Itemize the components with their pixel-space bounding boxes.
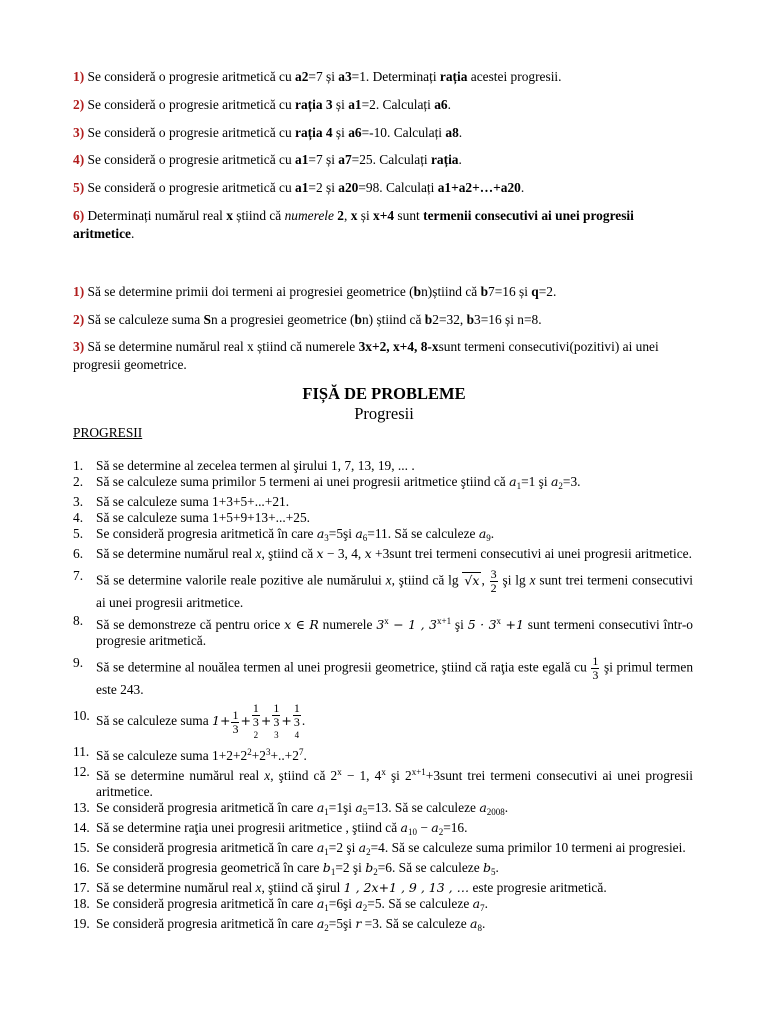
text: , ştiind că şirul (261, 880, 344, 895)
set2-item-2 (73, 311, 691, 329)
text: a6 (348, 125, 362, 140)
problem-item (73, 800, 693, 820)
problem-number: 6. (73, 546, 84, 561)
text: sunt trei termeni consecutivi ai unei progresii aritmetice. (96, 572, 694, 610)
math: a (316, 526, 325, 541)
text: Se consideră progresia geometrică în care (96, 860, 323, 875)
text: Să se determine raţia unei progresii aritmetice , ştiind că (96, 820, 401, 835)
problem-number: 18. (73, 896, 90, 911)
item-number: 2) (73, 312, 85, 327)
text: Se consideră o progresie aritmetică cu (87, 97, 295, 112)
denominator: 3 (232, 721, 239, 736)
math: a (316, 896, 325, 911)
fraction (490, 568, 498, 595)
subscript: 5 (362, 807, 368, 817)
text: =1 şi (521, 474, 551, 489)
set2-item-1 (73, 283, 691, 301)
text: a8 (445, 125, 459, 140)
subscript: 10 (407, 827, 417, 837)
problem-list (73, 458, 693, 936)
math: + (281, 713, 292, 729)
text: Să se demonstreze că pentru orice (96, 617, 285, 632)
text: . (458, 125, 463, 140)
math: 1+ (212, 713, 231, 729)
item-number: 1) (73, 284, 85, 299)
text: b (424, 312, 433, 327)
text: Să se calculeze suma (96, 713, 212, 729)
problem-item (73, 880, 693, 896)
problem-number: 2. (73, 474, 84, 489)
math: r (355, 916, 362, 931)
text: , ştiind că 2 (270, 768, 338, 783)
text: − (416, 820, 432, 835)
page-title: FIȘĂ DE PROBLEME (302, 384, 466, 403)
text: Să se calculeze suma 1+2+2 (96, 748, 248, 763)
math: a (316, 916, 325, 931)
math: x (316, 546, 324, 561)
math: 3 (376, 617, 385, 632)
math: b (483, 860, 492, 875)
problem-number: 11. (73, 744, 90, 759)
text: . (458, 152, 462, 167)
text: Să se determine numărul real (96, 768, 265, 783)
math: +1 (501, 617, 524, 632)
text: , ştiind că lg (391, 572, 463, 588)
text: numerele (318, 617, 377, 632)
text: , (481, 572, 489, 588)
sqrt-math: √x (464, 572, 480, 588)
superscript: x+1 (411, 767, 426, 777)
denominator: 3 (293, 715, 300, 729)
item-number: 5) (73, 180, 85, 195)
problem-item (73, 546, 693, 562)
numerator: 3 (490, 567, 497, 581)
text: Să se determine valorile reale pozitive ale numărului (96, 572, 386, 588)
problem-number: 8. (73, 613, 84, 628)
text: numerele (284, 208, 334, 223)
problem-number: 15. (73, 840, 90, 855)
math: + (240, 713, 251, 729)
item-number: 2) (73, 97, 85, 112)
text: şi primul termen este 243. (96, 659, 694, 697)
text: n a progresiei geometrice ( (210, 312, 355, 327)
problem-item (73, 744, 693, 764)
text: Să se calculeze suma (87, 312, 204, 327)
text: . (504, 800, 509, 815)
text: =2 şi (335, 860, 366, 875)
text: =5şi (328, 916, 356, 931)
text: . (520, 180, 525, 195)
text: a20 (338, 180, 359, 195)
superscript: x (384, 616, 389, 626)
problem-number: 14. (73, 820, 90, 835)
text: x (350, 208, 358, 223)
denominator: 3 (592, 668, 599, 682)
subscript: 9 (486, 533, 491, 543)
set1-item-1 (73, 68, 691, 86)
item-number: 1) (73, 69, 85, 84)
text: =6. Să se calculeze (377, 860, 484, 875)
math: + (260, 713, 272, 729)
text: , ştiind că (261, 546, 317, 561)
fraction (252, 702, 260, 742)
text: =11. Să se calculeze (367, 526, 479, 541)
text: a1 (348, 97, 362, 112)
text: =13. Să se calculeze (367, 800, 480, 815)
text: a1 (295, 152, 309, 167)
denominator: 3 (252, 715, 259, 729)
math: x (364, 546, 372, 561)
subscript: 1 (516, 481, 522, 491)
text: sunt (394, 208, 424, 223)
text: =-10. Calculați (361, 125, 446, 140)
math: a (355, 526, 363, 541)
text: a6 (434, 97, 448, 112)
text: știind că (232, 208, 285, 223)
item-number: 4) (73, 152, 85, 167)
text: =2. Calculați (361, 97, 435, 112)
numerator: 1 (293, 701, 300, 715)
text: b (354, 312, 362, 327)
text: şi lg (498, 572, 530, 588)
subscript: 2 (373, 867, 378, 877)
set1-item-2 (73, 96, 691, 114)
text: Se consideră progresia aritmetică în care (96, 800, 317, 815)
set1-item-3 (73, 124, 691, 142)
subscript: 1 (324, 847, 329, 857)
text: b (480, 284, 489, 299)
text: Să se determine al zecelea termen al şirului 1, 7, 13, 19, ... . (96, 458, 415, 473)
text: Se consideră progresia aritmetică în care (96, 526, 317, 541)
text: n)știind că (421, 284, 481, 299)
text: =7 și (308, 152, 339, 167)
problem-item (73, 764, 693, 800)
math: b (322, 860, 331, 875)
math: a (400, 820, 408, 835)
text: . (481, 916, 486, 931)
math: x ∈ R (284, 617, 319, 632)
text: 7=16 și (488, 284, 532, 299)
text: n) știind că (361, 312, 425, 327)
problem-number: 3. (73, 494, 84, 509)
subscript: 5 (491, 867, 496, 877)
text: rația 4 (295, 125, 333, 140)
problem-item (73, 510, 693, 526)
numerator: 1 (252, 701, 259, 715)
subscript: 2008 (486, 807, 505, 817)
text: Se consideră o progresie aritmetică cu (87, 125, 295, 140)
fraction (231, 709, 239, 736)
text: este progresie aritmetică. (469, 880, 607, 895)
math: x (529, 572, 536, 588)
page-subtitle: Progresii (354, 404, 414, 423)
set1-item-4 (73, 151, 691, 169)
text: acestei progresii. (467, 69, 562, 84)
text: +..+2 (270, 748, 299, 763)
text: =2. (538, 284, 557, 299)
problem-item (73, 474, 693, 494)
problem-number: 1. (73, 458, 84, 473)
text: =16. (443, 820, 468, 835)
denominator: 2 (490, 581, 497, 595)
text: =5. Să se calculeze (367, 896, 473, 911)
superscript: 2 (253, 730, 259, 740)
text: =3. Să se calculeze (361, 916, 470, 931)
math: a (355, 896, 363, 911)
problem-item (73, 820, 693, 840)
text: Determinați numărul real (87, 208, 227, 223)
text: q (531, 284, 539, 299)
problem-item (73, 526, 693, 546)
denominator: 3 (273, 715, 280, 729)
text: +2 (251, 748, 266, 763)
text: x+4 (373, 208, 395, 223)
text: Se consideră progresia aritmetică în care (96, 840, 317, 855)
math: 1 , 2 (343, 880, 372, 895)
text: Să se determine al nouălea termen al unei progresii geometrice, ştiind că raţia este egală cu (96, 659, 591, 675)
math: − 1 , 3 (388, 617, 437, 632)
math: 5 · 3 (467, 617, 497, 632)
math: x (385, 572, 392, 588)
text: +3sunt trei termeni consecutivi ai unei progresii aritmetice. (371, 546, 692, 561)
subscript: 6 (362, 533, 368, 543)
text: =5şi (328, 526, 356, 541)
problem-number: 10. (73, 708, 90, 723)
problem-item (73, 494, 693, 510)
text: =6şi (328, 896, 356, 911)
math: a (478, 526, 487, 541)
text: =4. Să se calculeze suma primilor 10 termeni ai progresiei. (370, 840, 686, 855)
fraction (591, 655, 599, 682)
text: . (495, 860, 499, 875)
problem-item (73, 653, 693, 700)
text: Să se determine primii doi termeni ai progresiei geometrice ( (87, 284, 414, 299)
numerator: 1 (592, 654, 599, 668)
text: sunt termeni consecutivi într-o progresie aritmetică. (96, 617, 693, 648)
text: a1 (295, 180, 309, 195)
text: =98. Calculați (358, 180, 438, 195)
problem-item (73, 896, 693, 916)
text: a2 (295, 69, 309, 84)
text: Să se determine numărul real (96, 880, 256, 895)
math: a (358, 840, 367, 855)
text: . (301, 713, 306, 729)
subscript: 1 (324, 807, 329, 817)
text: =1. Determinați (351, 69, 440, 84)
item-number: 3) (73, 339, 85, 354)
problem-item (73, 840, 693, 860)
text: termenii consecutivi ai unei progresii aritmetice (73, 208, 634, 241)
text: . (130, 226, 135, 241)
text: și (332, 97, 349, 112)
problem-number: 12. (73, 764, 90, 779)
fraction (293, 702, 301, 742)
text: . (484, 896, 488, 911)
text: Se consideră progresia aritmetică în care (96, 896, 317, 911)
text: Să se calculeze suma 1+5+9+13+...+25. (96, 510, 311, 525)
text: rația (430, 152, 459, 167)
text: =1şi (328, 800, 356, 815)
text: − 1, 4 (341, 768, 382, 783)
subscript: 8 (477, 923, 482, 933)
math: a (431, 820, 439, 835)
text: şi 2 (385, 768, 412, 783)
text: . (303, 748, 307, 763)
set1-item-6 (73, 207, 691, 243)
text: și (332, 125, 349, 140)
math: a (479, 800, 487, 815)
text: b (413, 284, 422, 299)
text: Să se determine numărul real (96, 546, 256, 561)
text: − 3, 4, (323, 546, 365, 561)
superscript: 3 (274, 730, 279, 740)
text: rația 3 (295, 97, 333, 112)
item-number: 3) (73, 125, 85, 140)
math: a (550, 474, 559, 489)
text: =2 şi (328, 840, 359, 855)
set1-item-5 (73, 179, 691, 197)
text: 2=32, (432, 312, 467, 327)
text: x (226, 208, 233, 223)
problem-item (73, 860, 693, 880)
subscript: 2 (324, 923, 329, 933)
problem-item (73, 700, 693, 744)
math: +1 , 9 , 13 , … (378, 880, 470, 895)
problem-number: 9. (73, 655, 84, 670)
subscript: 2 (438, 827, 444, 837)
set2-item-3 (73, 338, 691, 374)
text: =7 și (308, 69, 339, 84)
text: Să se determine numărul real x știind că numerele (87, 339, 359, 354)
problem-number: 19. (73, 916, 90, 931)
superscript: x (337, 767, 342, 777)
math: a (316, 800, 325, 815)
superscript: x (381, 767, 386, 777)
text: . (490, 526, 495, 541)
math: x (255, 880, 262, 895)
text: , (344, 208, 351, 223)
math: b (365, 860, 374, 875)
superscript: 7 (298, 747, 304, 757)
text: S (203, 312, 211, 327)
text: b (466, 312, 475, 327)
problem-number: 13. (73, 800, 90, 815)
text: Se consideră o progresie aritmetică cu (87, 152, 295, 167)
text: a7 (338, 152, 352, 167)
math: x (371, 880, 379, 895)
subscript: 7 (480, 903, 485, 913)
text: Se consideră o progresie aritmetică cu (87, 180, 295, 195)
text: =2 și (308, 180, 339, 195)
numerator: 1 (273, 701, 280, 715)
math: a (472, 896, 481, 911)
superscript: 4 (294, 730, 300, 740)
problem-item (73, 916, 693, 936)
text: Se consideră o progresie aritmetică cu (87, 69, 295, 84)
text: Să se calculeze suma primilor 5 termeni ai unei progresii aritmetice ştiind că (96, 474, 510, 489)
subscript: 2 (366, 847, 371, 857)
text: 2 (337, 208, 344, 223)
subscript: 1 (330, 867, 336, 877)
text: +3sunt trei termeni consecutivi ai unei progresii aritmetice. (96, 768, 693, 799)
superscript: 3 (265, 747, 271, 757)
superscript: 2 (247, 747, 252, 757)
math: a (470, 916, 478, 931)
fraction (272, 702, 280, 742)
text: 3x+2, x+4, 8-x (358, 339, 439, 354)
numerator: 1 (232, 707, 239, 722)
text: sunt termeni consecutivi(pozitivi) ai unei progresii geometrice. (73, 339, 659, 372)
text: și (357, 208, 374, 223)
math: x (264, 768, 271, 783)
superscript: x+1 (437, 616, 452, 626)
text: Să se calculeze suma 1+3+5+...+21. (96, 494, 290, 509)
problem-number: 17. (73, 880, 90, 895)
text: . (447, 97, 451, 112)
text: =25. Calculați (351, 152, 431, 167)
problem-number: 5. (73, 526, 84, 541)
subscript: 2 (362, 903, 368, 913)
item-number: 6) (73, 208, 85, 223)
section-label: PROGRESII (73, 425, 143, 440)
text: Se consideră progresia aritmetică în care (96, 916, 317, 931)
problem-item (73, 566, 693, 613)
problem-item (73, 458, 693, 474)
text: rația (439, 69, 468, 84)
math: a (509, 474, 517, 489)
text: şi (451, 617, 468, 632)
math: x (255, 546, 262, 561)
text: 3=16 și n=8. (474, 312, 542, 327)
text: a3 (338, 69, 352, 84)
text: =3. (562, 474, 581, 489)
text: a1+a2+…+a20 (437, 180, 521, 195)
problem-number: 4. (73, 510, 84, 525)
problem-item (73, 613, 693, 649)
subscript: 3 (324, 533, 329, 543)
subscript: 1 (324, 903, 329, 913)
superscript: x (496, 616, 502, 626)
subscript: 2 (558, 481, 563, 491)
math: a (355, 800, 363, 815)
problem-number: 7. (73, 568, 84, 583)
problem-number: 16. (73, 860, 90, 875)
math: a (316, 840, 325, 855)
